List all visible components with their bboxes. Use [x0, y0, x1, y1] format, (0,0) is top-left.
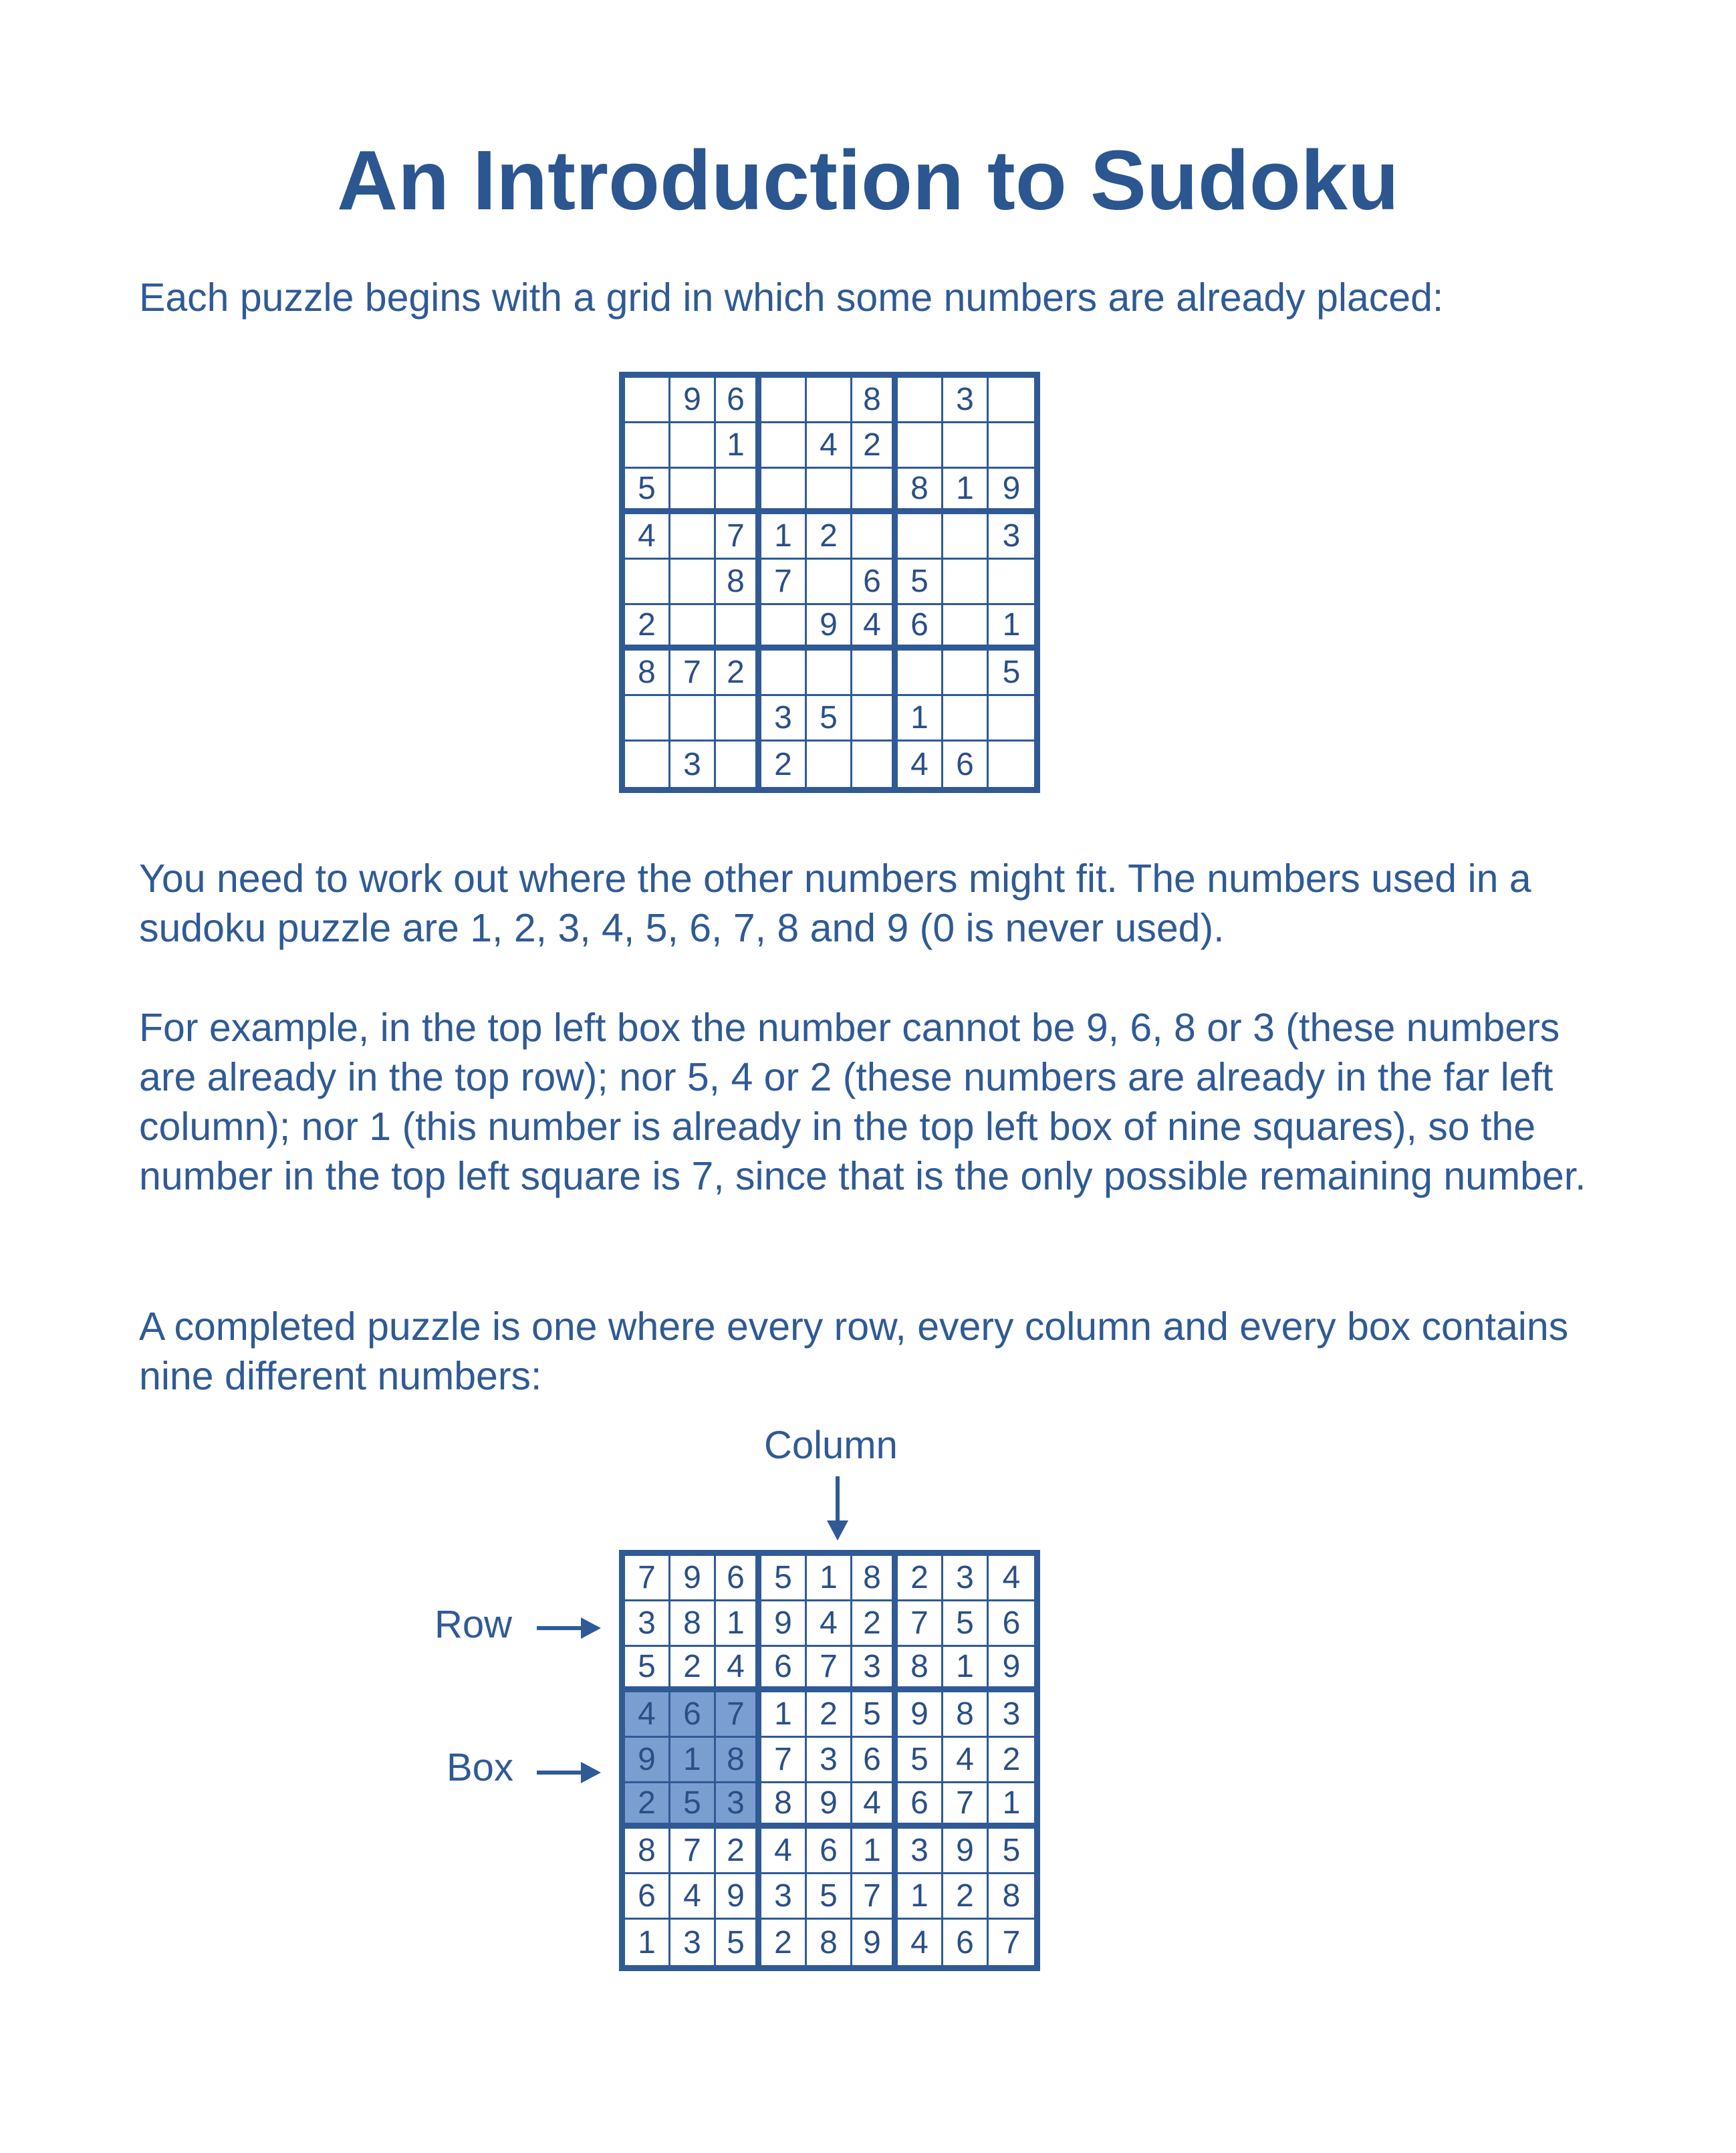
grid-cell: 7	[761, 1738, 807, 1783]
grid-cell	[670, 469, 716, 514]
grid-cell: 7	[898, 1601, 943, 1647]
grid-cell: 9	[761, 1601, 807, 1647]
grid-cell: 6	[807, 1829, 852, 1874]
grid-cell	[761, 378, 807, 423]
grid-cell: 9	[807, 1783, 852, 1829]
grid-cell: 9	[716, 1874, 761, 1920]
grid-cell: 1	[898, 696, 943, 742]
grid-cell	[807, 469, 852, 514]
grid-cell: 9	[989, 1647, 1034, 1692]
grid-cell	[761, 469, 807, 514]
grid-cell	[670, 605, 716, 651]
grid-cell: 6	[625, 1874, 670, 1920]
grid-cell: 4	[807, 423, 852, 469]
intro-paragraph: Each puzzle begins with a grid in which some numbers are already placed:	[139, 275, 1444, 320]
grid-cell: 1	[761, 1692, 807, 1738]
grid-cell: 1	[852, 1829, 898, 1874]
grid-cell: 7	[761, 560, 807, 605]
grid-cell: 5	[625, 469, 670, 514]
grid-cell: 3	[625, 1601, 670, 1647]
grid-cell: 9	[943, 1829, 989, 1874]
grid-cell: 1	[716, 423, 761, 469]
grid-cell: 3	[761, 696, 807, 742]
grid-cell	[943, 514, 989, 560]
column-arrow-icon	[836, 1476, 840, 1537]
box-label: Box	[447, 1746, 513, 1789]
grid-cell: 2	[807, 1692, 852, 1738]
row-label: Row	[435, 1603, 513, 1646]
grid-cell: 7	[716, 514, 761, 560]
grid-cell: 1	[989, 605, 1034, 651]
grid-cell: 2	[852, 423, 898, 469]
grid-cell	[716, 469, 761, 514]
solution-grid	[619, 1550, 1040, 1971]
grid-cell: 8	[625, 651, 670, 696]
grid-cell	[943, 560, 989, 605]
numbers-paragraph: You need to work out where the other numbers might fit. The numbers used in a sudoku puzzle are 1, 2, 3, 4, 5, 6, 7, 8 and 9 (0 is never used).	[139, 857, 1531, 950]
grid-cell: 2	[625, 1783, 670, 1829]
grid-cell	[625, 696, 670, 742]
grid-cell: 6	[943, 742, 989, 787]
grid-cell: 2	[716, 651, 761, 696]
grid-cell: 4	[943, 1738, 989, 1783]
grid-cell: 9	[625, 1738, 670, 1783]
grid-cell: 9	[989, 469, 1034, 514]
grid-cell: 6	[943, 1920, 989, 1965]
grid-cell: 8	[807, 1920, 852, 1965]
grid-cell: 7	[670, 1829, 716, 1874]
grid-cell: 7	[943, 1783, 989, 1829]
grid-cell: 4	[852, 1783, 898, 1829]
grid-cell: 9	[852, 1920, 898, 1965]
grid-cell	[807, 378, 852, 423]
grid-cell: 4	[670, 1874, 716, 1920]
puzzle-grid	[619, 372, 1040, 793]
completed-paragraph: A completed puzzle is one where every row, every column and every box contains nine different numbers:	[139, 1305, 1569, 1398]
grid-cell	[898, 378, 943, 423]
grid-cell: 5	[761, 1556, 807, 1601]
grid-cell: 2	[625, 605, 670, 651]
grid-cell: 5	[807, 696, 852, 742]
grid-cell: 7	[1002, 1924, 1021, 1960]
grid-cell: 9	[898, 1692, 943, 1738]
grid-cell: 1	[670, 1738, 716, 1783]
grid-cell	[852, 651, 898, 696]
grid-cell: 2	[807, 514, 852, 560]
grid-cell: 3	[943, 1556, 989, 1601]
grid-cell: 3	[898, 1829, 943, 1874]
grid-cell: 8	[625, 1829, 670, 1874]
grid-cell	[716, 742, 761, 787]
grid-cell	[943, 651, 989, 696]
grid-cell: 9	[670, 1556, 716, 1601]
grid-cell: 4	[898, 1920, 943, 1965]
grid-cell: 7	[716, 1692, 761, 1738]
row-arrow-icon	[537, 1626, 597, 1630]
grid-cell: 4	[625, 514, 670, 560]
grid-cell: 5	[943, 1601, 989, 1647]
grid-cell: 5	[989, 1829, 1034, 1874]
grid-cell: 1	[898, 1874, 943, 1920]
grid-cell	[625, 742, 670, 787]
grid-cell	[989, 378, 1034, 423]
grid-cell	[852, 469, 898, 514]
grid-cell	[670, 423, 716, 469]
grid-cell: 3	[670, 742, 716, 787]
grid-cell: 2	[852, 1601, 898, 1647]
grid-cell	[943, 605, 989, 651]
grid-cell: 1	[807, 1556, 852, 1601]
grid-cell: 6	[761, 1647, 807, 1692]
grid-cell: 6	[898, 605, 943, 651]
grid-cell	[716, 696, 761, 742]
page-title: An Introduction to Sudoku	[337, 133, 1399, 227]
grid-cell: 3	[670, 1920, 716, 1965]
grid-cell	[852, 514, 898, 560]
grid-cell: 4	[898, 742, 943, 787]
grid-cell: 5	[625, 1647, 670, 1692]
grid-cell: 7	[807, 1647, 852, 1692]
grid-cell	[898, 514, 943, 560]
grid-cell: 6	[852, 1738, 898, 1783]
grid-cell: 2	[716, 1829, 761, 1874]
grid-cell: 3	[943, 378, 989, 423]
grid-cell: 5	[898, 1738, 943, 1783]
grid-cell	[670, 514, 716, 560]
grid-cell: 5	[716, 1920, 761, 1965]
grid-cell: 3	[761, 1874, 807, 1920]
grid-cell: 1	[943, 469, 989, 514]
grid-cell: 9	[807, 605, 852, 651]
grid-cell: 7	[852, 1874, 898, 1920]
grid-cell: 7	[625, 1556, 670, 1601]
grid-cell: 5	[807, 1874, 852, 1920]
grid-cell: 1	[625, 1920, 670, 1965]
grid-cell: 1	[716, 1601, 761, 1647]
grid-cell	[852, 742, 898, 787]
grid-cell: 2	[943, 1874, 989, 1920]
grid-cell: 8	[852, 1556, 898, 1601]
grid-cell	[989, 696, 1034, 742]
grid-cell: 8	[716, 560, 761, 605]
example-paragraph: For example, in the top left box the number cannot be 9, 6, 8 or 3 (these numbers are already in the top row); nor 5, 4 or 2 (these numbers are already in the far left column); nor 1 (this number is already in the top left box of nine squares), so the number in the top left square is 7, since that is the only possible remaining number.	[139, 1006, 1586, 1198]
grid-cell: 2	[670, 1647, 716, 1692]
grid-cell: 4	[807, 1601, 852, 1647]
grid-cell	[943, 423, 989, 469]
grid-cell	[807, 560, 852, 605]
grid-cell	[943, 696, 989, 742]
grid-cell: 8	[898, 469, 943, 514]
grid-cell	[989, 742, 1034, 787]
grid-cell: 3	[807, 1738, 852, 1783]
grid-cell: 6	[989, 1601, 1034, 1647]
grid-cell	[670, 560, 716, 605]
grid-cell: 1	[943, 1647, 989, 1692]
grid-cell	[761, 651, 807, 696]
grid-cell: 2	[761, 742, 807, 787]
grid-cell: 8	[898, 1647, 943, 1692]
grid-cell: 5	[670, 1783, 716, 1829]
grid-cell	[716, 605, 761, 651]
grid-cell: 2	[761, 1920, 807, 1965]
grid-cell: 9	[670, 378, 716, 423]
grid-cell: 4	[989, 1556, 1034, 1601]
grid-cell: 5	[898, 560, 943, 605]
grid-cell: 8	[670, 1601, 716, 1647]
grid-cell: 8	[852, 378, 898, 423]
grid-cell: 3	[716, 1783, 761, 1829]
grid-cell: 6	[898, 1783, 943, 1829]
grid-cell: 8	[761, 1783, 807, 1829]
grid-cell	[761, 423, 807, 469]
grid-cell	[625, 378, 670, 423]
grid-cell: 7	[670, 651, 716, 696]
grid-cell	[852, 696, 898, 742]
grid-cell: 3	[989, 514, 1034, 560]
grid-cell: 5	[852, 1692, 898, 1738]
grid-cell: 2	[989, 1738, 1034, 1783]
grid-cell: 8	[943, 1692, 989, 1738]
grid-cell	[898, 423, 943, 469]
grid-cell: 4	[716, 1647, 761, 1692]
grid-cell: 1	[761, 514, 807, 560]
grid-cell: 8	[989, 1874, 1034, 1920]
column-label: Column	[764, 1424, 898, 1467]
grid-cell	[761, 605, 807, 651]
grid-cell: 5	[989, 651, 1034, 696]
grid-cell: 6	[716, 1556, 761, 1601]
box-arrow-icon	[537, 1771, 597, 1775]
grid-cell: 8	[716, 1738, 761, 1783]
grid-cell	[625, 560, 670, 605]
grid-cell	[898, 651, 943, 696]
grid-cell: 3	[852, 1647, 898, 1692]
grid-cell	[807, 651, 852, 696]
grid-cell: 6	[670, 1692, 716, 1738]
grid-cell: 4	[625, 1692, 670, 1738]
grid-cell: 2	[898, 1556, 943, 1601]
grid-cell: 4	[852, 605, 898, 651]
grid-cell	[625, 423, 670, 469]
grid-cell	[989, 560, 1034, 605]
grid-cell: 6	[852, 560, 898, 605]
grid-cell: 3	[989, 1692, 1034, 1738]
grid-cell	[989, 423, 1034, 469]
grid-cell	[670, 696, 716, 742]
grid-cell: 1	[989, 1783, 1034, 1829]
grid-cell	[807, 742, 852, 787]
grid-cell: 4	[761, 1829, 807, 1874]
grid-cell: 6	[716, 378, 761, 423]
